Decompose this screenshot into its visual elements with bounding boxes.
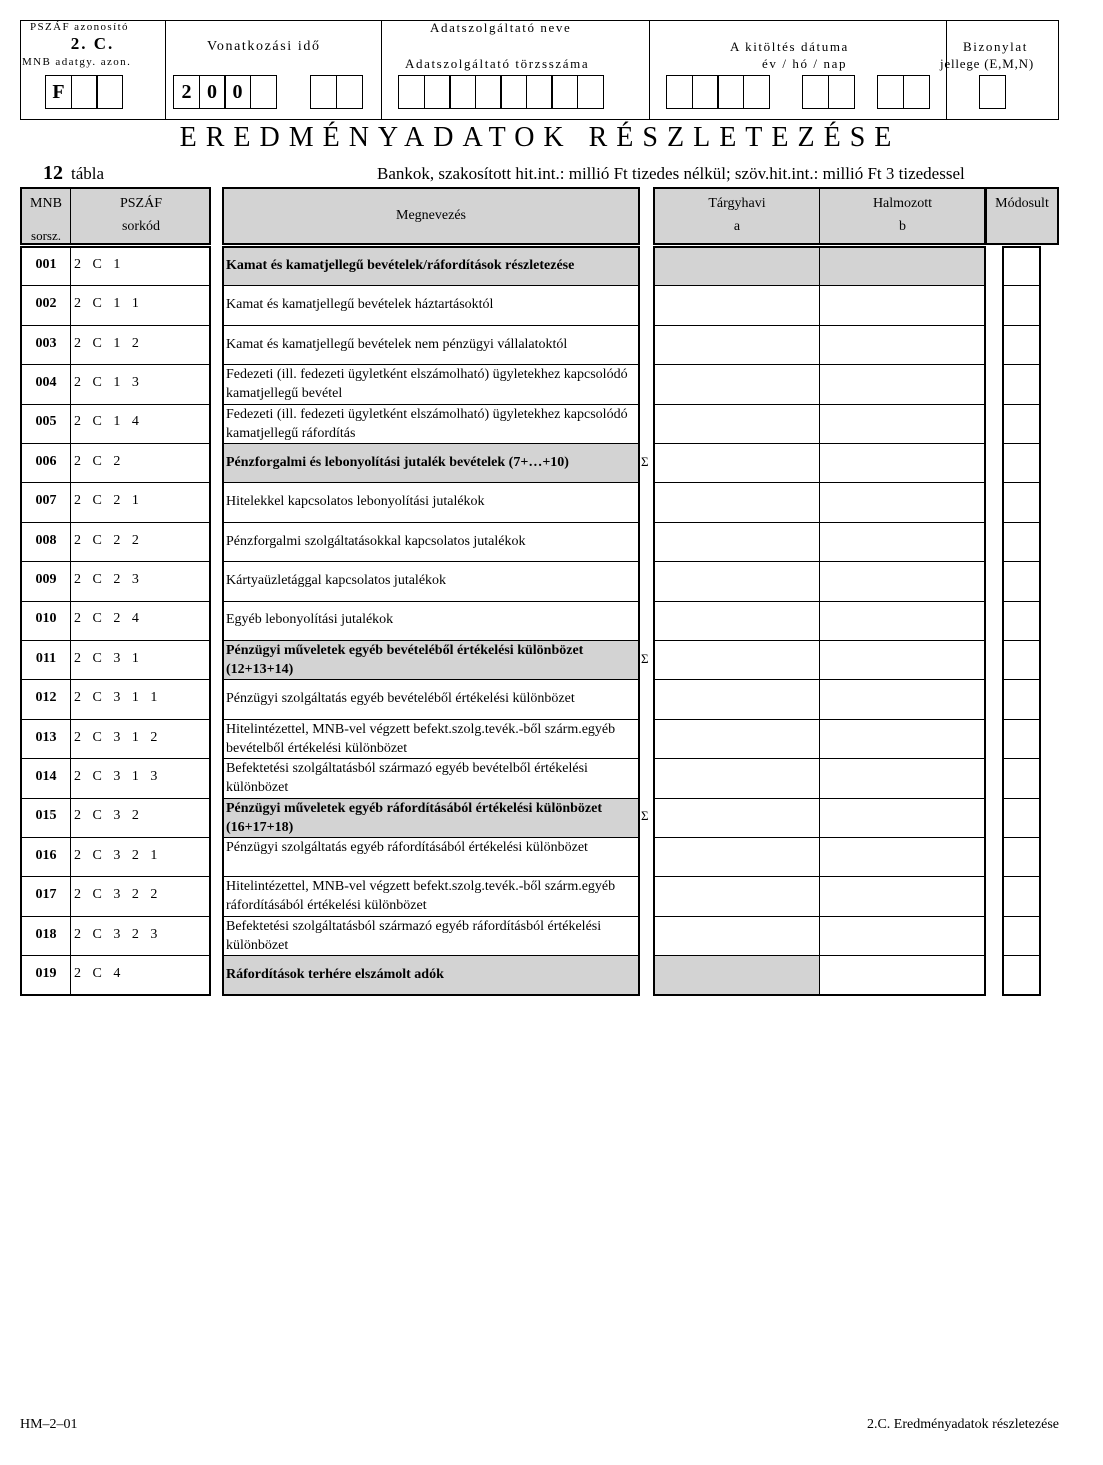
row-pszaf-code: 2 C 3 1 1 [74, 690, 159, 706]
modified-cell[interactable] [1004, 285, 1039, 324]
modified-cell[interactable] [1004, 364, 1039, 403]
row-pszaf-code: 2 C 1 2 [74, 335, 140, 351]
units-note: Bankok, szakosított hit.int.: millió Ft tizedes nélkül; szöv.hit.int.: millió Ft 3 tizedessel [377, 164, 965, 183]
modified-cell[interactable] [1004, 758, 1039, 797]
value-a-cell[interactable] [655, 325, 818, 364]
row-pszaf-code: 2 C 1 3 [74, 374, 140, 390]
row-code: 005 [35, 414, 57, 430]
row-code: 007 [35, 493, 57, 509]
value-b-cell[interactable] [821, 482, 984, 521]
row-name: Egyéb lebonyolítási jutalékok [226, 612, 394, 628]
period-cells-month [310, 75, 361, 109]
mnb-cells [45, 75, 122, 109]
col-mnb2: sorsz. [31, 228, 61, 243]
value-b-cell[interactable] [821, 325, 984, 364]
value-a-cell[interactable] [655, 837, 818, 876]
row-pszaf-code: 2 C 3 2 3 [74, 926, 159, 942]
value-a-cell [655, 246, 818, 285]
modified-cell[interactable] [1004, 916, 1039, 955]
row-code: 011 [35, 650, 57, 666]
value-b-cell[interactable] [821, 640, 984, 679]
modified-cell[interactable] [1004, 561, 1039, 600]
value-b-cell[interactable] [821, 798, 984, 837]
sum-sigma-icon: Σ [641, 808, 649, 824]
provider-reg-label: Adatszolgáltató törzsszáma [405, 56, 590, 71]
value-b-cell[interactable] [821, 955, 984, 994]
row-pszaf-code: 2 C 2 1 [74, 493, 140, 509]
pszaf-label: PSZÁF azonosító [30, 21, 129, 33]
value-b-cell[interactable] [821, 522, 984, 561]
date-day-cell[interactable] [903, 75, 930, 109]
row-name: Pénzügyi szolgáltatás egyéb ráfordításából értékelési különbözet [226, 840, 588, 855]
provider-reg-cell[interactable] [398, 75, 425, 109]
period-year-cell[interactable]: 0 [199, 75, 226, 109]
row-name: Fedezeti (ill. fedezeti ügyletként elszámolható) ügyletekhez kapcsolódó kamatjellegű ráfordítás [226, 406, 628, 441]
value-a-cell[interactable] [655, 561, 818, 600]
value-a-cell[interactable] [655, 640, 818, 679]
value-b-cell[interactable] [821, 404, 984, 443]
modified-cell[interactable] [1004, 798, 1039, 837]
value-a-cell[interactable] [655, 679, 818, 718]
doctype-cell [979, 75, 1005, 109]
doctype-cell[interactable] [979, 75, 1006, 109]
mnb-cell[interactable] [96, 75, 123, 109]
provider-reg-cell[interactable] [424, 75, 451, 109]
provider-reg-cell[interactable] [475, 75, 502, 109]
modified-cell[interactable] [1004, 325, 1039, 364]
row-pszaf-code: 2 C 3 2 1 [74, 847, 159, 863]
value-b-cell[interactable] [821, 601, 984, 640]
date-month-cell[interactable] [802, 75, 829, 109]
value-b-cell[interactable] [821, 561, 984, 600]
row-code: 003 [35, 335, 57, 351]
row-pszaf-code: 2 C 3 2 2 [74, 887, 159, 903]
row-name: Pénzügyi szolgáltatás egyéb bevételéből értékelési különbözet [226, 691, 575, 707]
provider-reg-cell[interactable] [449, 75, 476, 109]
row-pszaf-code: 2 C 2 2 [74, 532, 140, 548]
row-name: Hitelintézettel, MNB-vel végzett befekt.szolg.tevék.-ből szárm.egyéb bevételből értékelési különbözet [226, 721, 616, 756]
modified-cell[interactable] [1004, 443, 1039, 482]
period-cells-year [173, 75, 275, 109]
value-a-cell[interactable] [655, 404, 818, 443]
row-code: 004 [35, 374, 57, 390]
col-a: Tárgyhavi [708, 196, 766, 211]
modified-cell[interactable] [1004, 640, 1039, 679]
value-b-cell[interactable] [821, 364, 984, 403]
col-b2: b [899, 219, 906, 234]
date-cells-year [666, 75, 768, 109]
mnb-cell[interactable] [71, 75, 98, 109]
date-cells-month [802, 75, 853, 109]
col-mnb: MNB [30, 196, 62, 211]
modified-cell[interactable] [1004, 246, 1039, 285]
row-code: 013 [35, 729, 57, 745]
period-year-cell[interactable]: 2 [173, 75, 200, 109]
modified-cell[interactable] [1004, 482, 1039, 521]
col-name: Megnevezés [396, 208, 466, 223]
row-name: Kamat és kamatjellegű bevételek háztartásoktól [226, 297, 494, 313]
row-pszaf-code: 2 C 2 [74, 453, 122, 469]
provider-reg-cells [398, 75, 602, 109]
table-number-value: 12 [43, 162, 63, 184]
value-a-cell[interactable] [655, 719, 818, 758]
period-month-cell[interactable] [310, 75, 337, 109]
table-word: tábla [71, 164, 105, 183]
period-month-cell[interactable] [336, 75, 363, 109]
row-name: Pénzforgalmi szolgáltatásokkal kapcsolatos jutalékok [226, 533, 526, 549]
value-b-cell[interactable] [821, 719, 984, 758]
table-number [43, 162, 104, 185]
modified-cell[interactable] [1004, 404, 1039, 443]
row-pszaf-code: 2 C 1 [74, 256, 122, 272]
provider-reg-cell[interactable] [551, 75, 578, 109]
modified-cell[interactable] [1004, 601, 1039, 640]
page-title: EREDMÉNYADATOK RÉSZLETEZÉSE [179, 122, 901, 153]
row-name: Befektetési szolgáltatásból származó egyéb ráfordításból értékelési különbözet [226, 918, 602, 953]
date-label: A kitöltés dátuma [730, 39, 849, 54]
sum-sigma-icon: Σ [641, 650, 649, 666]
value-b-cell[interactable] [821, 443, 984, 482]
row-pszaf-code: 2 C 3 1 2 [74, 729, 159, 745]
modified-cell[interactable] [1004, 522, 1039, 561]
row-name: Pénzforgalmi és lebonyolítási jutalék bevételek (7+…+10) [226, 454, 569, 470]
period-label: Vonatkozási idő [207, 39, 321, 54]
value-a-cell [655, 955, 818, 994]
col-mod: Módosult [995, 196, 1049, 211]
row-code: 015 [35, 808, 57, 824]
value-b-cell[interactable] [821, 916, 984, 955]
row-code: 014 [35, 768, 57, 784]
row-pszaf-code: 2 C 2 4 [74, 611, 140, 627]
row-name: Pénzügyi műveletek egyéb ráfordításából értékelési különbözet (16+17+18) [226, 800, 603, 835]
row-code: 008 [35, 532, 57, 548]
value-b-cell[interactable] [821, 758, 984, 797]
modified-cell[interactable] [1004, 837, 1039, 876]
row-code: 017 [35, 887, 57, 903]
col-pszaf: PSZÁF [119, 196, 163, 211]
row-name: Kártyaüzletággal kapcsolatos jutalékok [226, 572, 447, 588]
value-a-cell[interactable] [655, 601, 818, 640]
date-month-cell[interactable] [828, 75, 855, 109]
row-pszaf-code: 2 C 3 1 [74, 650, 140, 666]
provider-reg-cell[interactable] [577, 75, 604, 109]
value-b-cell[interactable] [821, 679, 984, 718]
row-code: 002 [35, 296, 57, 312]
footer-left: HM–2–01 [20, 1417, 78, 1432]
value-a-cell[interactable] [655, 876, 818, 915]
value-b-cell[interactable] [821, 837, 984, 876]
row-name: Hitelekkel kapcsolatos lebonyolítási jutalékok [226, 494, 485, 510]
date-year-cell[interactable] [692, 75, 719, 109]
modified-cell[interactable] [1004, 719, 1039, 758]
row-pszaf-code: 2 C 3 2 [74, 808, 140, 824]
value-b-cell [821, 246, 984, 285]
row-code: 019 [35, 965, 57, 981]
value-a-cell[interactable] [655, 364, 818, 403]
row-code: 012 [35, 690, 57, 706]
date-year-cell[interactable] [717, 75, 744, 109]
value-a-cell[interactable] [655, 482, 818, 521]
date-year-cell[interactable] [666, 75, 693, 109]
date-sub: év / hó / nap [762, 56, 848, 71]
row-code: 009 [35, 571, 57, 587]
row-code: 001 [35, 256, 57, 272]
date-day-cell[interactable] [877, 75, 904, 109]
provider-reg-cell[interactable] [500, 75, 527, 109]
row-name: Kamat és kamatjellegű bevételek nem pénzügyi vállalatoktól [226, 336, 568, 352]
row-code: 006 [35, 453, 57, 469]
date-cells-day [877, 75, 928, 109]
form-code: 2. C. [70, 34, 115, 53]
row-name: Fedezeti (ill. fedezeti ügyletként elszámolható) ügyletekhez kapcsolódó kamatjellegű bevétel [226, 367, 628, 402]
row-code: 016 [35, 847, 57, 863]
modified-cell[interactable] [1004, 876, 1039, 915]
date-year-cell[interactable] [743, 75, 770, 109]
row-name: Hitelintézettel, MNB-vel végzett befekt.szolg.tevék.-ből szárm.egyéb ráfordításából értékelési különbözet [226, 879, 616, 914]
period-year-cell[interactable] [250, 75, 277, 109]
modified-cell[interactable] [1004, 955, 1039, 994]
row-name: Pénzügyi műveletek egyéb bevételéből értékelési különbözet (12+13+14) [226, 643, 584, 677]
row-pszaf-code: 2 C 1 4 [74, 414, 140, 430]
row-code: 018 [35, 926, 57, 942]
period-year-cell[interactable]: 0 [224, 75, 251, 109]
footer-right: 2.C. Eredményadatok részletezése [866, 1417, 1059, 1432]
value-a-cell[interactable] [655, 916, 818, 955]
value-b-cell[interactable] [821, 285, 984, 324]
row-pszaf-code: 2 C 4 [74, 965, 122, 981]
row-pszaf-code: 2 C 3 1 3 [74, 768, 159, 784]
value-a-cell[interactable] [655, 798, 818, 837]
provider-reg-cell[interactable] [526, 75, 553, 109]
row-pszaf-code: 2 C 1 1 [74, 296, 140, 312]
row-name: Befektetési szolgáltatásból származó egyéb bevételből értékelési különbözet [226, 761, 588, 796]
row-pszaf-code: 2 C 2 3 [74, 571, 140, 587]
value-a-cell[interactable] [655, 522, 818, 561]
provider-name-label: Adatszolgáltató neve [430, 20, 572, 35]
col-b: Halmozott [872, 196, 933, 211]
value-b-cell[interactable] [821, 876, 984, 915]
col-a2: a [733, 219, 741, 234]
mnb-cell[interactable]: F [45, 75, 72, 109]
value-a-cell[interactable] [655, 285, 818, 324]
value-a-cell[interactable] [655, 443, 818, 482]
row-name: Ráfordítások terhére elszámolt adók [226, 966, 444, 982]
row-name: Kamat és kamatjellegű bevételek/ráfordítások részletezése [226, 257, 575, 273]
row-code: 010 [35, 611, 57, 627]
doctype-sub: jellege (E,M,N) [940, 56, 1034, 71]
doctype-label: Bizonylat [963, 39, 1028, 54]
col-pszaf2: sorkód [121, 219, 161, 234]
value-a-cell[interactable] [655, 758, 818, 797]
sum-sigma-icon: Σ [641, 453, 649, 469]
mnb-label: MNB adatgy. azon. [22, 56, 132, 68]
modified-cell[interactable] [1004, 679, 1039, 718]
